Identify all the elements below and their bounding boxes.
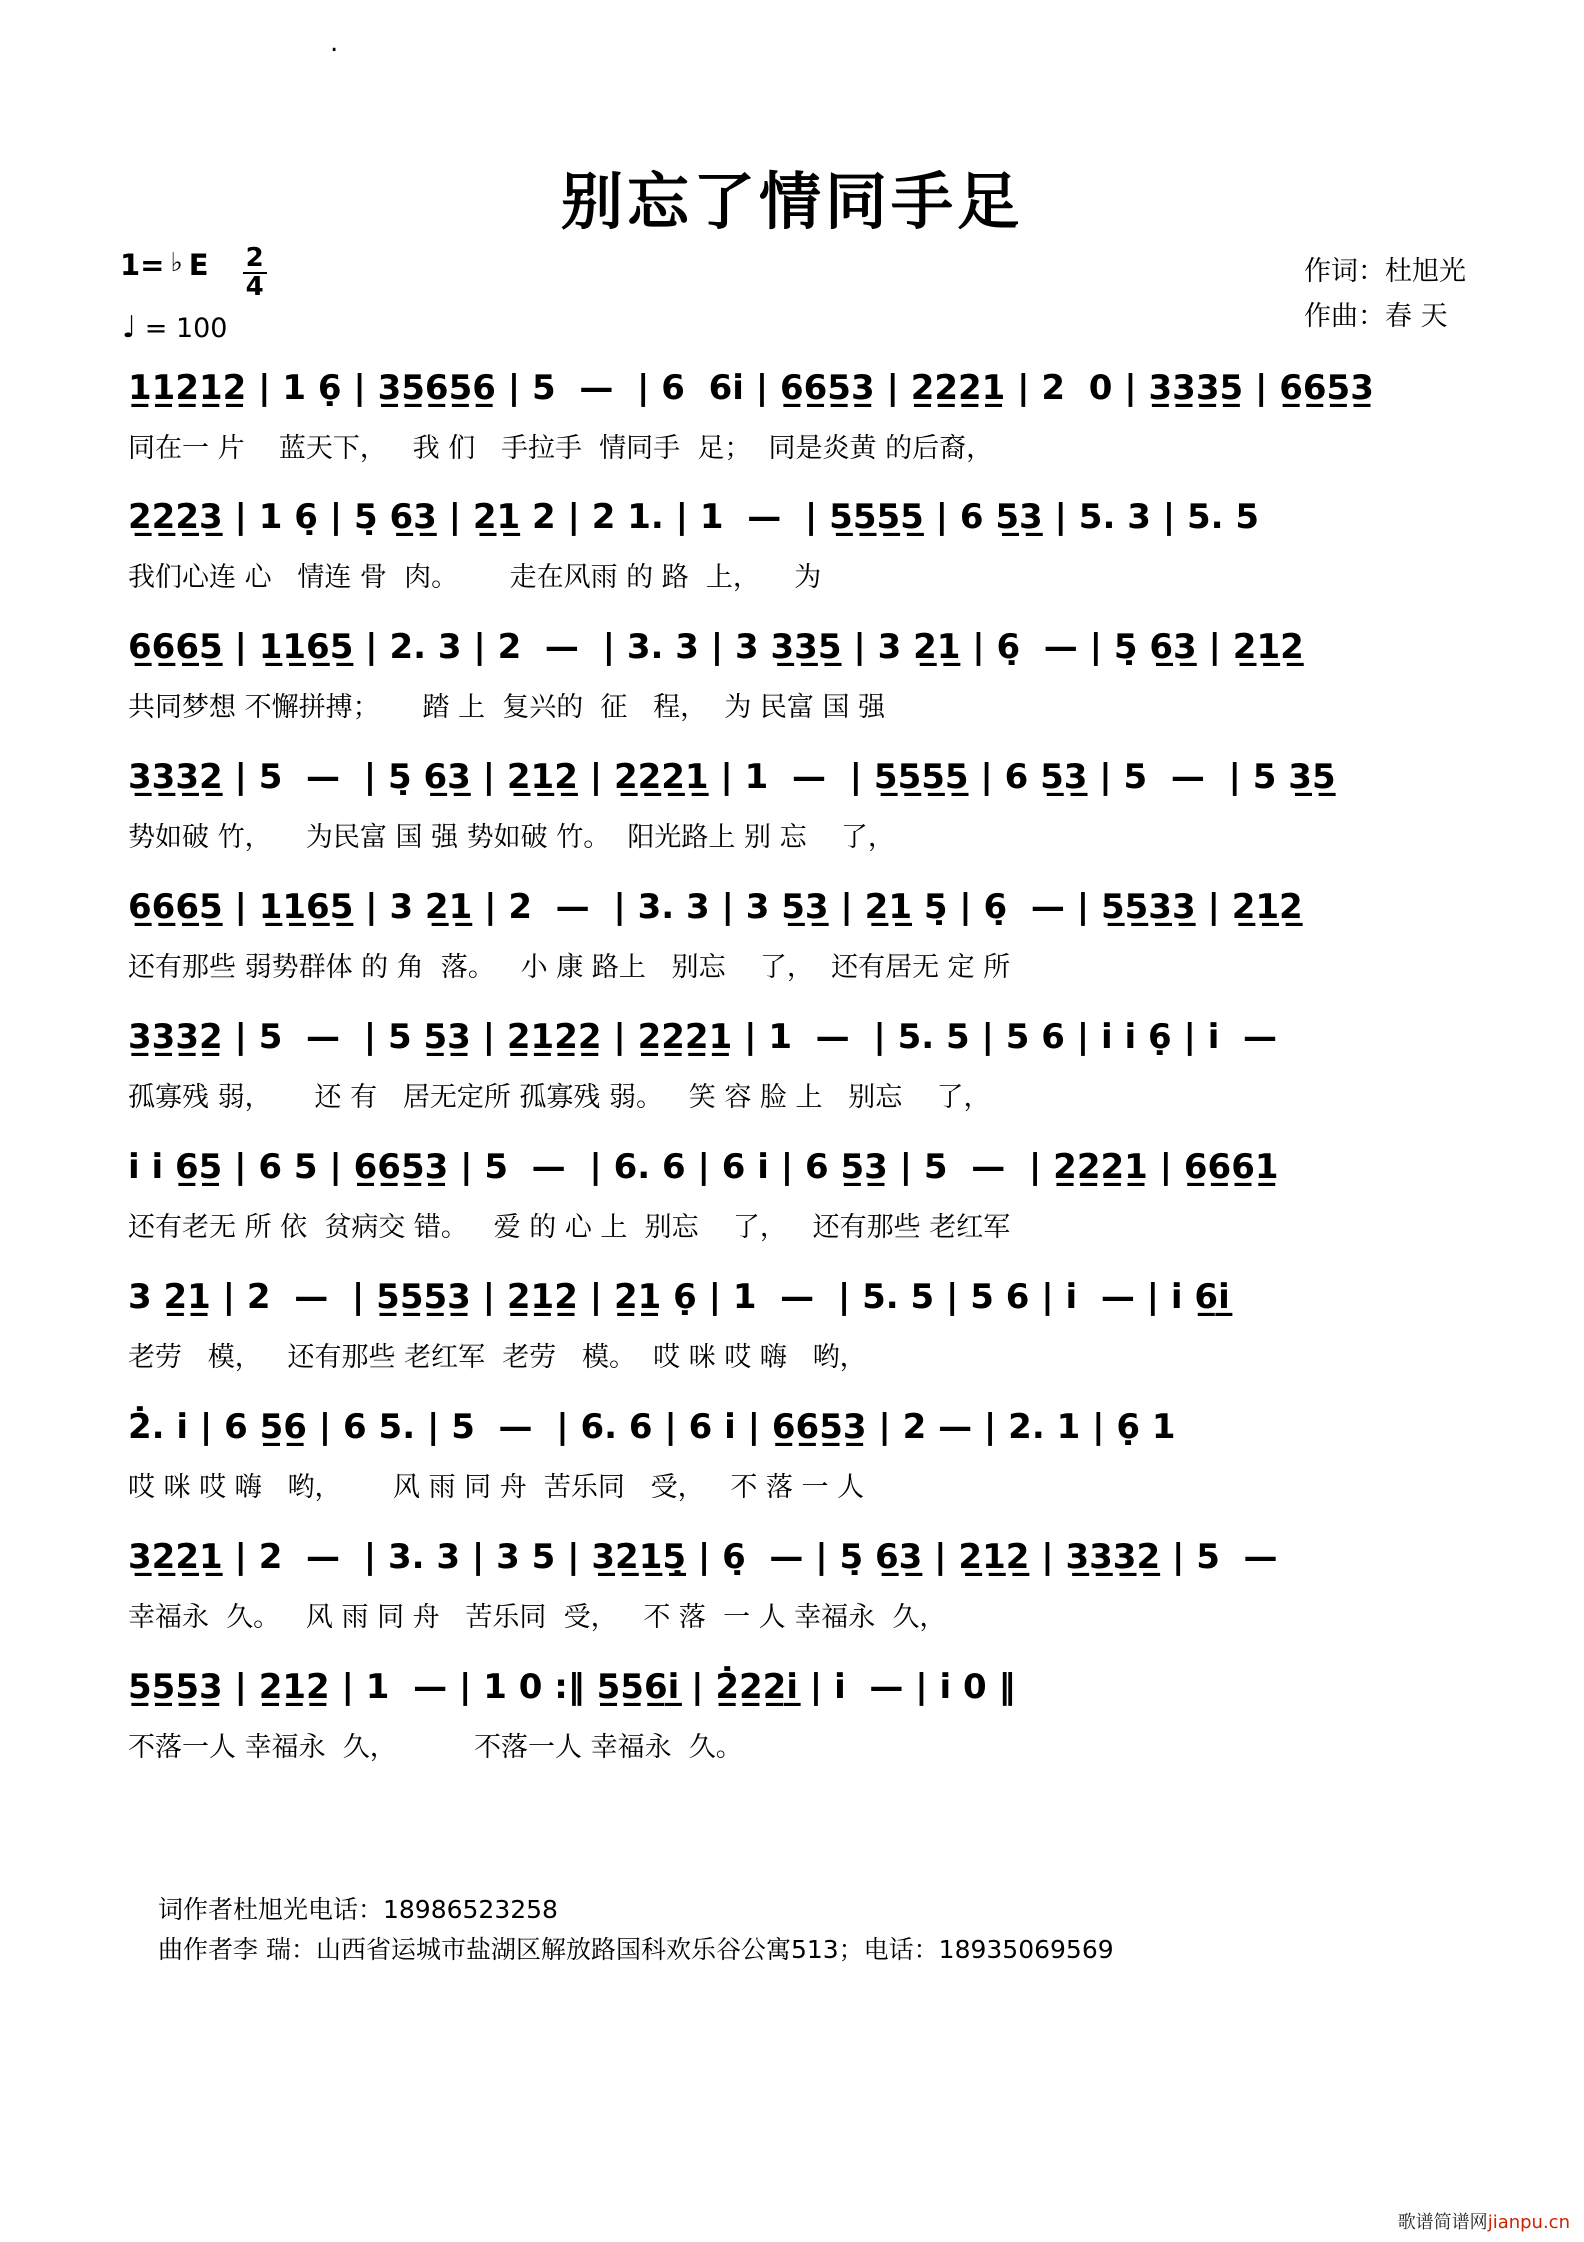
- key-signature-block: [120, 243, 267, 305]
- music-system: [128, 1017, 1458, 1121]
- lyric-line: 同在一 片 蓝天下， 我 们 手拉手 情同手 足； 同是炎黄 的后裔，: [128, 433, 994, 464]
- music-system: [128, 1147, 1458, 1251]
- music-system: [128, 627, 1458, 731]
- notation-line: 6̲6̲6̲5̲ | 1̲1̲6̲5̲ | 3 2̲1̲ | 2 — | 3. 3 | 3 5̲3̲ | 2̲1̲ 5̣ | 6̣ — | 5̲5̲3̲3̲ | 2̲1̲2̲: [128, 887, 1303, 927]
- music-system: [128, 1277, 1458, 1381]
- notation-line: 1̲1̲2̲1̲2̲ | 1 6̣ | 3̲5̲6̲5̲6̲ | 5 — | 6 6i̇ | 6̲6̲5̲3̲ | 2̲2̲2̲1̲ | 2 0 | 3̲3̲3̲5̲ | 6̲6̲5̲3̲: [128, 368, 1374, 408]
- site-watermark: [1398, 2208, 1570, 2234]
- music-system: [128, 1407, 1458, 1511]
- time-signature-denominator: 4: [245, 272, 264, 303]
- lyricist-contact: 词作者杜旭光电话：18986523258: [158, 1895, 558, 1924]
- music-system: [128, 368, 1458, 472]
- notation-line: 2̇. i̇ | 6 5̲6̲ | 6 5. | 5 — | 6. 6 | 6 i̇ | 6̲6̲5̲3̲ | 2 — | 2. 1 | 6̣ 1: [128, 1407, 1176, 1447]
- lyric-line: 共同梦想 不懈拼搏； 踏 上 复兴的 征 程， 为 民富 国 强: [128, 692, 886, 723]
- key-accidental: ♭: [170, 248, 183, 278]
- music-system: [128, 887, 1458, 991]
- lyric-line: 老劳 模， 还有那些 老红军 老劳 模。 哎 咪 哎 嗨 哟，: [128, 1342, 867, 1373]
- key-name: E: [188, 248, 209, 282]
- lyric-line: 不落一人 幸福永 久， 不落一人 幸福永 久。: [128, 1732, 743, 1763]
- music-system: [128, 757, 1458, 861]
- music-system: [128, 1667, 1458, 1771]
- notation-line: 3̲3̲3̲2̲ | 5 — | 5̣ 6̲3̲ | 2̲1̲2̲ | 2̲2̲2̲1̲ | 1 — | 5̲5̲5̲5̲ | 6 5̲3̲ | 5 — | 5 3̲5̲: [128, 757, 1336, 797]
- lyric-line: 幸福永 久。 风 雨 同 舟 苦乐同 受， 不 落 一 人 幸福永 久，: [128, 1602, 947, 1633]
- notation-line: 3̲3̲3̲2̲ | 5 — | 5 5̲3̲ | 2̲1̲2̲2̲ | 2̲2̲2̲1̲ | 1 — | 5. 5 | 5 6 | i̇ i̇ 6̣ | i̇ —: [128, 1017, 1278, 1057]
- composer-credit: 作曲：春 天: [1304, 300, 1448, 332]
- quarter-note-icon: ♩: [122, 310, 137, 345]
- notation-line: 2̲2̲2̲3̲ | 1 6̣ | 5̣ 6̲3̲ | 2̲1̲ 2 | 2 1. | 1 — | 5̲5̲5̲5̲ | 6 5̲3̲ | 5. 3 | 5. 5: [128, 497, 1260, 537]
- tempo-value: = 100: [144, 313, 228, 344]
- composer-contact: 曲作者李 瑞：山西省运城市盐湖区解放路国科欢乐谷公寓513；电话：18935069569: [158, 1935, 1114, 1964]
- lyric-line: 孤寡残 弱， 还 有 居无定所 孤寡残 弱。 笑 容 脸 上 别忘 了，: [128, 1082, 991, 1113]
- notation-line: 3̲2̲2̲1̲ | 2 — | 3. 3 | 3 5 | 3̲2̲1̲5̣̲ | 6̣ — | 5̣ 6̲3̲ | 2̲1̲2̲ | 3̲3̲3̲2̲ | 5 —: [128, 1537, 1278, 1577]
- time-signature-numerator: 2: [243, 245, 267, 274]
- credits-block: [1304, 250, 1466, 339]
- watermark-url: jianpu.cn: [1487, 2212, 1570, 2233]
- notation-line: 3 2̲1̲ | 2 — | 5̲5̲5̲3̲ | 2̲1̲2̲ | 2̲1̲ 6̣ | 1 — | 5. 5 | 5 6 | i̇ — | i̇ 6̲i̲̇: [128, 1277, 1230, 1317]
- top-dot-mark: .: [330, 28, 339, 58]
- tempo-marking: [122, 310, 228, 345]
- lyricist-credit: 作词：杜旭光: [1304, 256, 1466, 287]
- watermark-site-name: 歌谱简谱网: [1397, 2212, 1488, 2233]
- lyric-line: 我们心连 心 情连 骨 肉。 走在风雨 的 路 上， 为: [128, 562, 822, 593]
- lyric-line: 还有那些 弱势群体 的 角 落。 小 康 路上 别忘 了， 还有居无 定 所: [128, 952, 1011, 983]
- footer-contact-block: [158, 1890, 1114, 1970]
- key-label: 1=: [120, 248, 165, 282]
- music-system: [128, 1537, 1458, 1641]
- lyric-line: 势如破 竹， 为民富 国 强 势如破 竹。 阳光路上 别 忘 了，: [128, 822, 895, 853]
- notation-line: 5̲5̲5̲3̲ | 2̲1̲2̲ | 1 — | 1 0 :‖ 5̲5̲6̲i̲̇ | 2̲̇2̲2̲i̲̇ | i̇ — | i̇ 0 ‖: [128, 1667, 1016, 1707]
- notation-line: i̇ i̇ 6̲5̲ | 6 5 | 6̲6̲5̲3̲ | 5 — | 6. 6 | 6 i̇ | 6 5̲3̲ | 5 — | 2̲2̲2̲1̲ | 6̲6̲6̲1̲: [128, 1147, 1279, 1187]
- notation-line: 6̲6̲6̲5̲ | 1̲1̲6̲5̲ | 2. 3 | 2 — | 3. 3 | 3 3̲3̲5̲ | 3 2̲1̲ | 6̣ — | 5̣ 6̲3̲ | 2̲1̲2̲: [128, 627, 1304, 667]
- time-signature: [243, 245, 267, 302]
- lyric-line: 还有老无 所 依 贫病交 错。 爱 的 心 上 别忘 了， 还有那些 老红军: [128, 1212, 1011, 1243]
- music-system: [128, 497, 1458, 601]
- lyric-line: 哎 咪 哎 嗨 哟， 风 雨 同 舟 苦乐同 受， 不 落 一 人: [128, 1472, 865, 1503]
- page-title: 别忘了情同手足: [560, 164, 1023, 238]
